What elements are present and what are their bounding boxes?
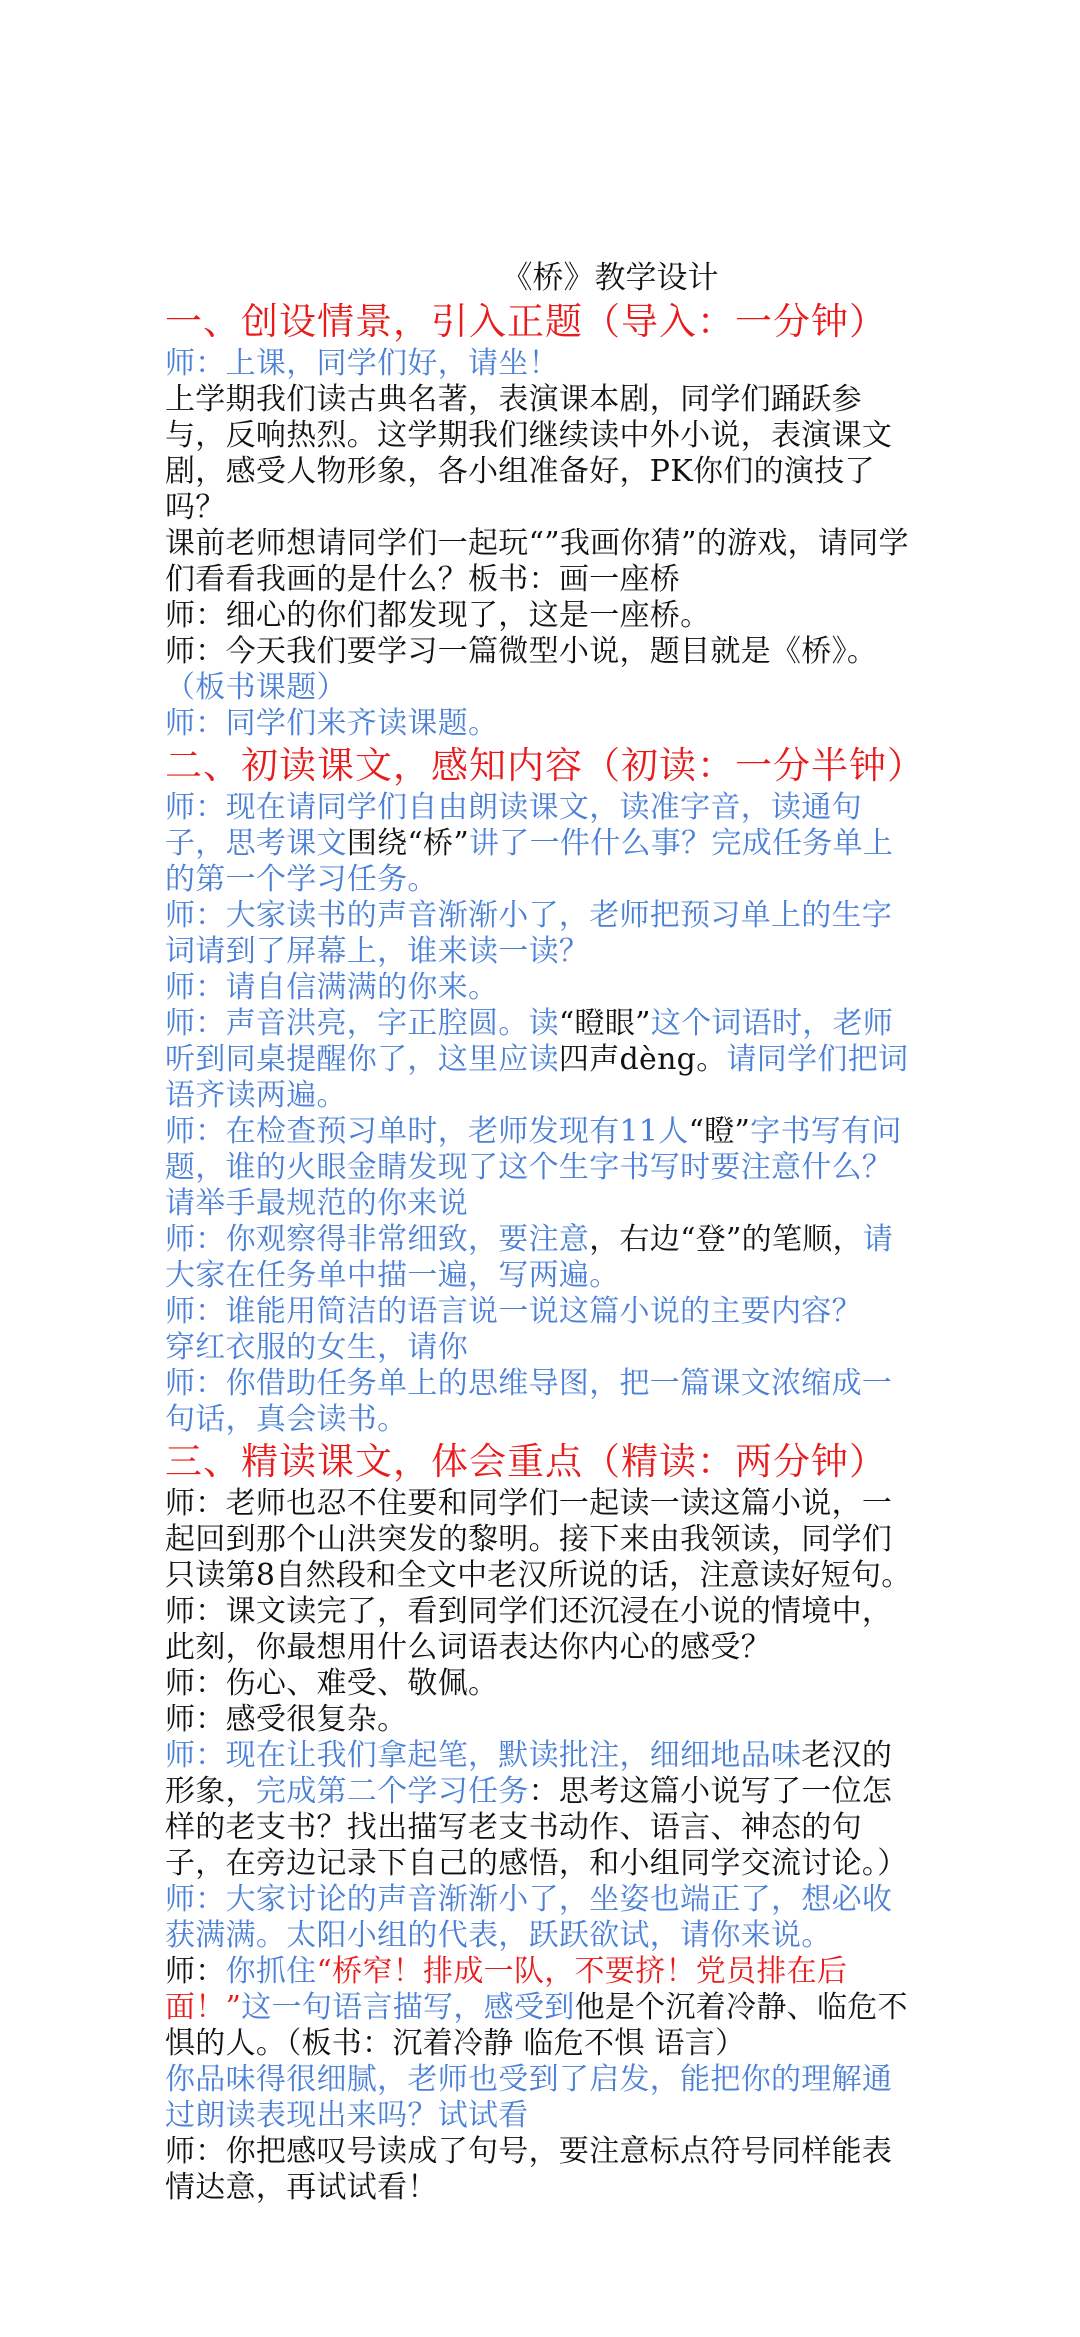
- text-span: 老汉的形象，: [165, 1738, 893, 1809]
- section-heading-1: 一、创设情景，引入正题（导入：一分钟）: [165, 300, 887, 343]
- teacher-line: [165, 1222, 920, 1294]
- teacher-line: [165, 790, 920, 898]
- text-span: 他是个沉着冷静、临危不惧的人。（板书：沉着冷静 临危不惧 语言）: [165, 1990, 908, 2061]
- teacher-line: 你品味得很细腻，老师也受到了启发，能把你的理解通过朗读表现出来吗？试试看: [165, 2062, 893, 2133]
- text-span: ：思考这篇小说写了一位怎样的老支书？找出描写老支书动作、语言、神态的句子，在旁边记录下自己的感悟，和小组同学交流讨论。）: [165, 1774, 908, 1881]
- teacher-line: 师：大家讨论的声音渐渐小了，坐姿也端正了，想必收获满满。太阳小组的代表，跃跃欲试，请你来说。: [165, 1882, 893, 1953]
- text-span: 师：现在请同学们自由朗读课文，读准字音，读通句子，思考课文: [165, 790, 862, 861]
- text-span: 围绕“桥”: [346, 826, 469, 861]
- section-heading-3: 三、精读课文，体会重点（精读：两分钟）: [165, 1440, 887, 1483]
- teacher-line: 师：请自信满满的你来。: [165, 970, 499, 1005]
- text-span: 师：在检查预习单时，老师发现有11人: [165, 1114, 689, 1149]
- text-span: “瞪”: [688, 1114, 751, 1149]
- teacher-line: 师：谁能用简洁的语言说一说这篇小说的主要内容？: [165, 1294, 862, 1329]
- teacher-line: 请举手最规范的你来说: [165, 1186, 468, 1221]
- teacher-line: 师：老师也忍不住要和同学们一起读一读这篇小说，一起回到那个山洪突发的黎明。接下来由我领读，同学们只读第8自然段和全文中老汉所说的话，注意读好短句。: [165, 1486, 912, 1593]
- text-span: 师：声音洪亮，字正腔圆。读: [165, 1006, 559, 1041]
- document-title: 《桥》教学设计: [501, 260, 719, 296]
- teacher-line: 师：你把感叹号读成了句号，要注意标点符号同样能表情达意，再试试看！: [165, 2134, 893, 2205]
- teacher-line: [165, 1738, 920, 1882]
- section-heading-2: 二、初读课文，感知内容（初读：一分半钟）: [165, 744, 925, 787]
- text-span: 师：你观察得非常细致，要注意: [165, 1222, 590, 1257]
- teacher-line: 穿红衣服的女生，请你: [165, 1330, 468, 1365]
- teacher-line: 师：同学们来齐读课题。: [165, 706, 499, 741]
- text-span: 四声dèng。: [558, 1042, 727, 1077]
- text-span: 你抓住: [225, 1954, 317, 1989]
- text-span: 这个词语时，老师听到同桌提醒你了，这里应读: [165, 1006, 894, 1077]
- text-span: 请大家在任务单中描一遍，写两遍。: [165, 1222, 894, 1293]
- teacher-line: [165, 1954, 920, 2062]
- text-span: 字书写有问题，谁的火眼金睛发现了这个生字书写时要注意什么？: [165, 1114, 902, 1185]
- text-span: ，右边“登”的笔顺，: [589, 1222, 863, 1257]
- board-note: （板书课题）: [165, 670, 347, 705]
- text-span: 师：: [165, 1954, 226, 1989]
- teacher-line: [165, 1114, 920, 1186]
- paragraph: 上学期我们读古典名著，表演课本剧，同学们踊跃参与，反响热烈。这学期我们继续读中外小说，表演课文剧，感受人物形象，各小组准备好，PK你们的演技了吗？: [165, 382, 893, 525]
- text-span: 完成第二个学习任务: [255, 1774, 529, 1809]
- teacher-line: 师：上课，同学们好，请坐！: [165, 346, 559, 381]
- teacher-line: 师：细心的你们都发现了，这是一座桥。: [165, 598, 711, 633]
- teacher-line: 师：感受很复杂。: [165, 1702, 408, 1737]
- text-span: 请同学们把词语齐读两遍。: [165, 1042, 909, 1113]
- text-span: “瞪眼”: [558, 1006, 651, 1041]
- text-span: 师：现在让我们拿起笔，默读批注，细细地品味: [165, 1738, 802, 1773]
- teacher-line: [165, 1006, 920, 1114]
- teacher-line: 师：你借助任务单上的思维导图，把一篇课文浓缩成一句话，真会读书。: [165, 1366, 893, 1437]
- text-span: 讲了一件什么事？完成任务单上的第一个学习任务。: [165, 826, 894, 897]
- quote-span: “桥窄！排成一队，不要挤！党员排在后面！”: [165, 1954, 848, 2025]
- paragraph: 课前老师想请同学们一起玩“”我画你猜”的游戏，请同学们看看我画的是什么？板书：画一座桥: [165, 526, 909, 597]
- teacher-line: 师：大家读书的声音渐渐小了，老师把预习单上的生字词请到了屏幕上，谁来读一读？: [165, 898, 893, 969]
- teacher-line: 师：今天我们要学习一篇微型小说，题目就是《桥》。: [165, 634, 878, 669]
- text-span: 这一句语言描写，感受到: [241, 1990, 575, 2025]
- document-body: [165, 298, 925, 2206]
- teacher-line: 师：伤心、难受、敬佩。: [165, 1666, 499, 1701]
- teacher-line: 师：课文读完了，看到同学们还沉浸在小说的情境中，此刻，你最想用什么词语表达你内心的感受？: [165, 1594, 893, 1665]
